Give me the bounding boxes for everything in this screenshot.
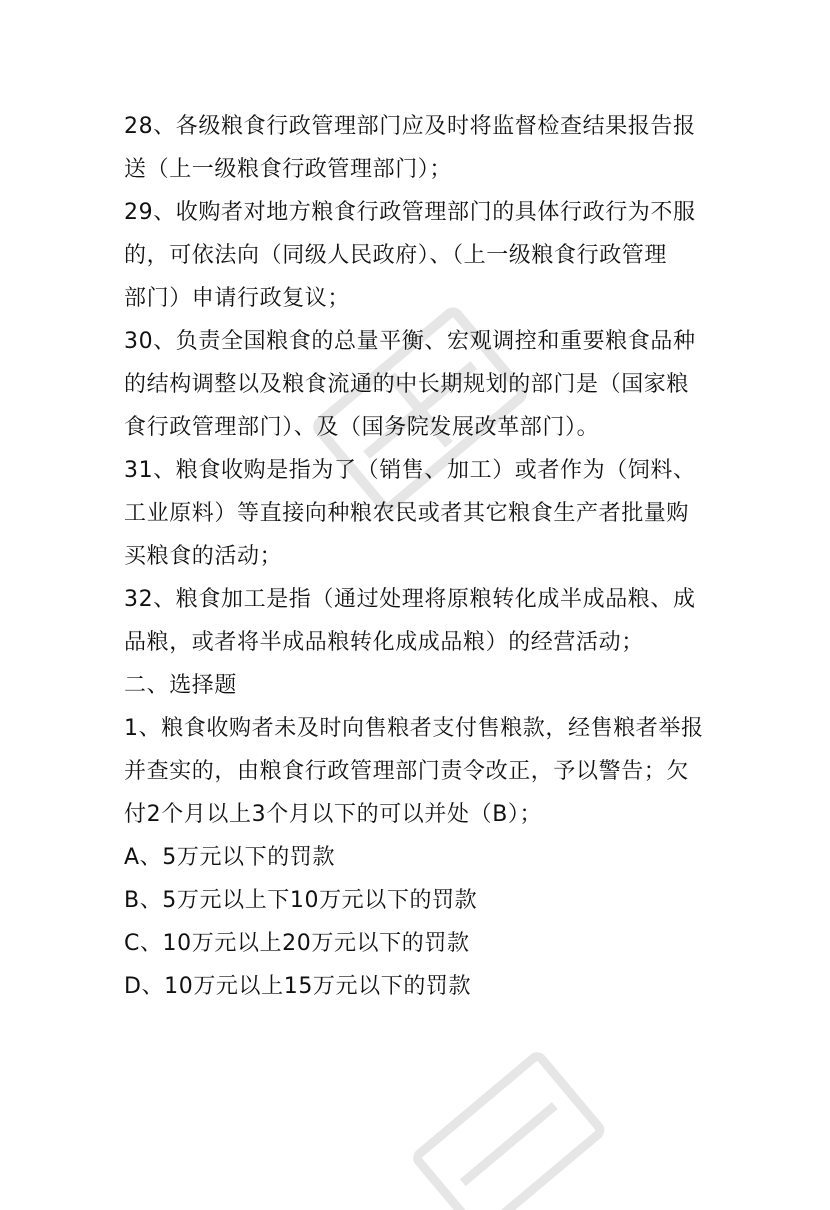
text-line: 32、粮食加工是指（通过处理将原粮转化成半成品粮、成: [124, 587, 696, 612]
text-line: 的结构调整以及粮食流通的中长期规划的部门是（国家粮: [124, 372, 690, 397]
text-line: 付2个月以上3个月以下的可以并处（B）；: [124, 802, 543, 827]
watermark-graphic-bottom: [380, 1010, 640, 1210]
text-line: 品粮，或者将半成品粮转化成成品粮）的经营活动；: [124, 630, 644, 655]
text-line: 送（上一级粮食行政管理部门）；: [124, 157, 453, 182]
text-line: 食行政管理部门）、及（国务院发展改革部门）。: [124, 415, 600, 440]
document-body: [124, 105, 724, 1008]
section-heading: 二、选择题: [124, 673, 238, 698]
option-d: D、10万元以上15万元以下的罚款: [124, 974, 472, 999]
option-c: C、10万元以上20万元以下的罚款: [124, 931, 470, 956]
text-line: 30、负责全国粮食的总量平衡、宏观调控和重要粮食品种: [124, 329, 696, 354]
option-a: A、5万元以下的罚款: [124, 845, 336, 870]
text-line: 28、各级粮食行政管理部门应及时将监督检查结果报告报: [124, 114, 696, 139]
text-line: 部门）申请行政复议；: [124, 286, 351, 311]
text-line: 并查实的，由粮食行政管理部门责令改正，予以警告；欠: [124, 759, 690, 784]
text-line: 买粮食的活动；: [124, 544, 283, 569]
text-line: 工业原料）等直接向种粮农民或者其它粮食生产者批量购: [124, 501, 690, 526]
text-line: 的，可依法向（同级人民政府）、（上一级粮食行政管理: [124, 243, 668, 268]
text-line: 29、收购者对地方粮食行政管理部门的具体行政行为不服: [124, 200, 696, 225]
text-line: 1、粮食收购者未及时向售粮者支付售粮款，经售粮者举报: [124, 716, 704, 741]
text-line: 31、粮食收购是指为了（销售、加工）或者作为（饲料、: [124, 458, 696, 483]
option-b: B、5万元以上下10万元以下的罚款: [124, 888, 478, 913]
